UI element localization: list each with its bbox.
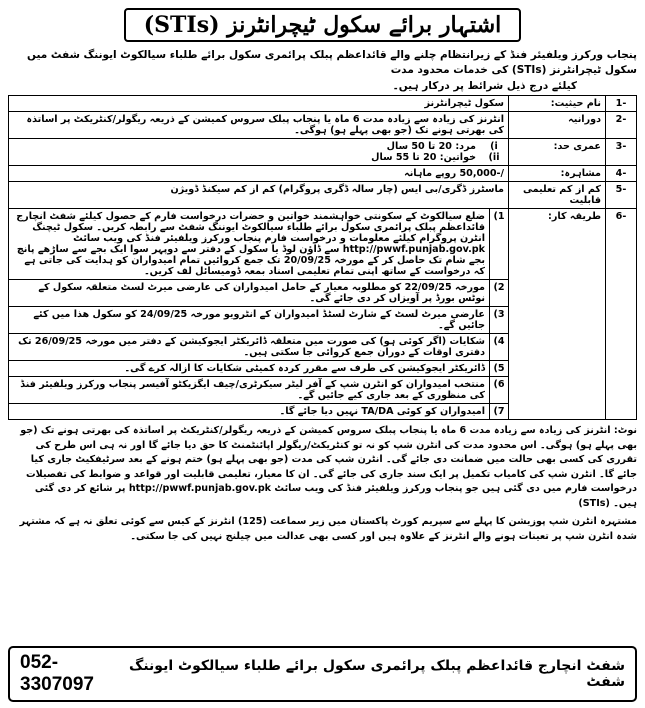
step-number: 5) xyxy=(489,361,508,376)
row-label: کم از کم تعلیمی قابلیت xyxy=(509,182,606,209)
step-text: ڈائریکٹر ایجوکیشن کی طرف سے مقرر کردہ کمیٹی شکایات کا ازالہ کرے گی۔ xyxy=(124,363,485,374)
step-text: شکایات (اگر کوئی ہو) کی صورت میں متعلقہ ڈائریکٹر ایجوکیشن کے دفتر میں مورخہ 26/09/25 تک دفتری اوقات کے دوران جمع کروائی جا سکتی ہیں۔ xyxy=(18,336,485,358)
footer-name: شفٹ انچارج قائداعظم پبلک پرائمری سکول برائے طلباء سیالکوٹ ایوننگ شفٹ xyxy=(128,658,625,690)
step-number: 3) xyxy=(489,307,508,333)
row-value: انٹرنز کی زیادہ سے زیادہ مدت 6 ماہ یا پنجاب پبلک سروس کمیشن کے ذریعہ ریگولر/کنٹریکٹ پر اساتذہ کی بھرتی ہونے تک (جو بھی پہلے ہو) ہوگی۔ xyxy=(9,112,509,139)
page-title: اشتہار برائے سکول ٹیچرانٹرنز (STIs) xyxy=(124,8,522,42)
row-label: مشاہرہ: xyxy=(509,166,606,182)
row-value: ماسٹرز ڈگری/بی ایس (چار سالہ ڈگری پروگرام) کم از کم سیکنڈ ڈویژن xyxy=(9,182,509,209)
step-number: 7) xyxy=(489,404,508,419)
step-text: امیدواران کو کوئی TA/DA نہیں دیا جائے گا۔ xyxy=(279,406,485,417)
note-text: نوٹ: انٹرنز کی زیادہ سے زیادہ مدت 6 ماہ یا پنجاب پبلک سروس کمیشن کے ذریعہ ریگولر/کنٹریکٹ پر اساتذہ کی بھرتی ہونے تک (جو بھی پہلے ہو) ہوگی۔ اس محدود مدت کی انٹرن شپ کو نہ تو کنٹریکٹ/ریگولر اپائنٹمنٹ کا حق دیا جائے گا اور نہ ہی اس طرح کی تقرری کی کسی بھی حالت میں ضمانت دی جائے گی۔ انٹرن شپ کی مدت (جو بھی پہلے ہو) ختم ہونے کے بعد سرٹیفکیٹ جاری کیا جائے گا۔ انٹرن شپ کی کامیاب تکمیل پر ایک سند جاری کی جائے گی۔ ان کا معیار، تعلیمی قابلیت اور قواعد و ضوابط کی تفصیلات درخواست فارم میں دی گئی ہیں جو پنجاب ورکرز ویلفیئر فنڈ کی ویب سائٹ http://pwwf.punjab.gov.pk پر شائع کر دی گئی ہیں۔ (STIs) xyxy=(20,425,637,509)
row-label: طریقہ کار: xyxy=(509,209,606,420)
footer-contact xyxy=(8,646,637,702)
step-item xyxy=(9,376,508,403)
phone-number: 052-3307097 xyxy=(20,652,94,695)
age-index: i) xyxy=(490,141,498,152)
intro-text: پنجاب ورکرز ویلفیئر فنڈ کے زیرانتظام چلنے والے قائداعظم پبلک پرائمری سکول برائے طلباء سیالکوٹ ایوننگ شفٹ میں سکول ٹیچرانٹرنز (STIs) کی خدمات محدود مدت xyxy=(27,49,637,76)
step-number: 1) xyxy=(489,209,508,279)
procedure-steps xyxy=(9,209,509,420)
step-text: ضلع سیالکوٹ کے سکونتی خواہشمند خواتین و حضرات درخواست فارم کے حصول کیلئے شفٹ انچارج قائداعظم پبلک پرائمری سکول برائے طلباء سیالکوٹ ایوننگ شفٹ سے رابطہ کریں۔ سکول ٹیچنگ انٹرن پروگرام کیلئے معلومات و درخواست فارم پنجاب ورکرز ویلفیئر فنڈ کی ویب سائٹ http://pwwf.punjab.gov.pk سے ڈاؤن لوڈ یا سکول کے دفتر سے دوپہر سوا ایک بجے سے ساڑھے پانچ بجے شام تک حاصل کر کے مورخہ 20/09/25 تک جمع کروائیں تمام امیدواران کو ہدایت کی جاتی ہے کہ درخواست کے ساتھ اپنی تمام تعلیمی اسناد بمعہ ڈومیسائل لف کریں۔ xyxy=(16,211,485,277)
row-value: سکول ٹیچرانٹرنز xyxy=(9,96,509,112)
step-text: منتخب امیدواران کو انٹرن شپ کے آفر لیٹر سیکرٹری/چیف ایگزیکٹو آفیسر پنجاب ورکرز ویلفیئر فنڈ کی منظوری کے بعد جاری کیے جائیں گے۔ xyxy=(20,379,485,401)
step-number: 4) xyxy=(489,334,508,360)
age-male xyxy=(13,141,504,152)
step-item xyxy=(9,333,508,360)
row-label: عمری حد: xyxy=(509,139,606,166)
step-text: مورخہ 22/09/25 کو مطلوبہ معیار کے حامل امیدواران کی عارضی میرٹ لسٹ متعلقہ سکول کے نوٹس بورڈ پر آویزاں کر دی جائے گی۔ xyxy=(38,282,485,304)
row-number: -2 xyxy=(606,112,637,139)
step-item xyxy=(9,209,508,279)
table-row xyxy=(9,139,637,166)
step-item xyxy=(9,360,508,376)
age-text: مرد: 20 تا 50 سال xyxy=(386,141,476,152)
step-item xyxy=(9,306,508,333)
row-number: -6 xyxy=(606,209,637,420)
step-number: 6) xyxy=(489,377,508,403)
row-value: /-50,000 روپے ماہانہ xyxy=(9,166,509,182)
step-item xyxy=(9,403,508,419)
table-row xyxy=(9,209,637,420)
table-row xyxy=(9,96,637,112)
row-number: -5 xyxy=(606,182,637,209)
row-label: نام حیثیت: xyxy=(509,96,606,112)
row-label: دورانیہ xyxy=(509,112,606,139)
step-number: 2) xyxy=(489,280,508,306)
title-box xyxy=(8,8,637,42)
table-row xyxy=(9,166,637,182)
step-text: عارضی میرٹ لسٹ کے شارٹ لسٹڈ امیدواران کے انٹرویو مورخہ 24/09/25 کو سکول ھذا میں کئے جائیں گے۔ xyxy=(33,309,485,331)
row-number: -4 xyxy=(606,166,637,182)
table-row xyxy=(9,182,637,209)
details-table xyxy=(8,95,637,420)
age-female xyxy=(13,152,504,163)
step-item xyxy=(9,279,508,306)
intro-text-2: کیلئے درج ذیل شرائط پر درکار ہیں۔ xyxy=(392,80,577,92)
table-row xyxy=(9,112,637,139)
age-text: خواتین: 20 تا 55 سال xyxy=(371,152,476,163)
age-limits xyxy=(9,139,509,166)
note-text-2: مشتہرہ انٹرن شپ پوزیشن کا پہلے سے سپریم کورٹ پاکستان میں زیر سماعت (125) انٹرنز کے کیس سے کوئی تعلق نہ ہے کہ مشتہر شدہ انٹرن شپ پر تعینات ہونے والے انٹرنز کے علاوہ ہیں اور کسی بھی عدالت میں چیلنج نہیں کی جا سکتی۔ xyxy=(19,516,637,542)
row-number: -3 xyxy=(606,139,637,166)
row-number: -1 xyxy=(606,96,637,112)
age-index: ii) xyxy=(488,152,500,163)
